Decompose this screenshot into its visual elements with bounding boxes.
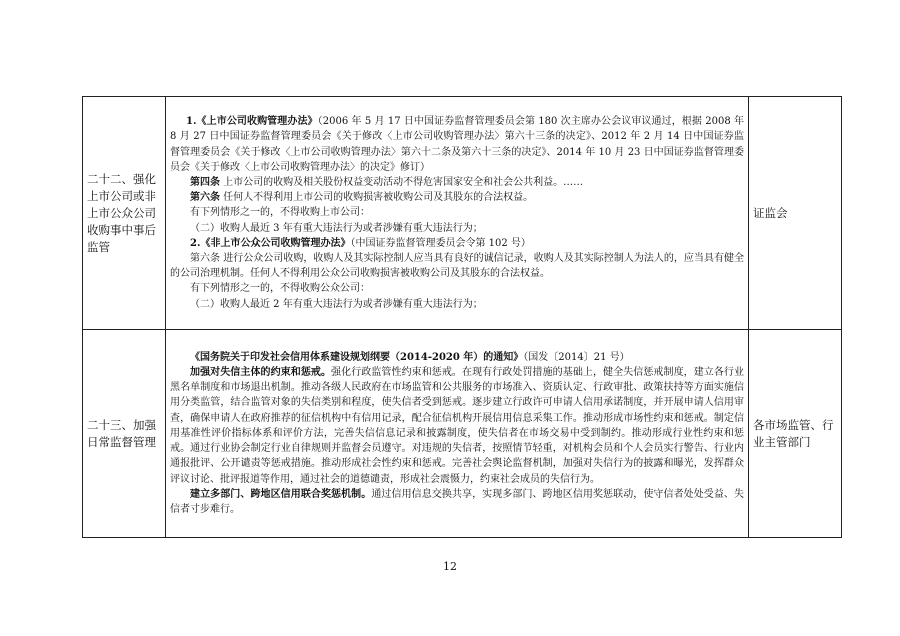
content-cell bbox=[166, 97, 749, 330]
regulation-table bbox=[82, 96, 842, 538]
paragraph bbox=[170, 236, 744, 251]
law-note: （中国证券监督管理委员会令第 102 号） bbox=[350, 237, 531, 249]
article-label: 第四条 bbox=[190, 176, 220, 188]
paragraph: 有下列情形之一的，不得收购公众公司： bbox=[190, 283, 370, 295]
paragraph bbox=[170, 190, 744, 205]
paragraph: 有下列情形之一的，不得收购上市公司： bbox=[190, 207, 370, 219]
agency-cell: 证监会 bbox=[749, 97, 842, 330]
paragraph: （二）收购人最近 2 年有重大违法行为或者涉嫌有重大违法行为； bbox=[190, 298, 483, 310]
section-heading: 加强对失信主体的约束和惩戒。 bbox=[190, 367, 332, 379]
article-text: 任何人不得利用上市公司的收购损害被收购公司及其股东的合法权益。 bbox=[220, 192, 534, 204]
table-row bbox=[83, 330, 842, 538]
law-title: 2.《非上市公众公司收购管理办法》 bbox=[190, 237, 351, 249]
article-text: 上市公司的收购及相关股份权益变动活动不得危害国家安全和社会公共利益。…… bbox=[220, 176, 584, 188]
agency-cell: 各市场监管、行业主管部门 bbox=[749, 330, 842, 538]
paragraph bbox=[170, 350, 744, 365]
paragraph bbox=[170, 175, 744, 190]
law-note: （2006 年 5 月 17 日中国证券监督管理委员会第 180 次主席办公会议审议通过，根据 2008 年 8 月 27 日中国证券监督管理委员会《关于修改〈上市公司收购管理办法〉第六十三条的决定》、2012 年 2 月 14 日中国证券监督管理委员会《关于修改〈上市公司收购管理办法〉第六十二条及第六十三条的决定》、2014 年 10 月 23 日中国证券监督管理委员会《关于修改〈上市公司收购管理办法〉的决定》修订） bbox=[170, 116, 744, 173]
article-label: 第六条 bbox=[190, 192, 220, 204]
section-heading: 建立多部门、跨地区信用联合奖惩机制。 bbox=[190, 488, 372, 500]
law-title: 1.《上市公司收购管理办法》 bbox=[186, 116, 318, 128]
category-cell: 二十三、加强日常监督管理 bbox=[83, 330, 166, 538]
paragraph bbox=[170, 114, 744, 175]
law-note: （国发〔2014〕21 号） bbox=[523, 351, 630, 363]
section-text: 强化行政监管性约束和惩戒。在现有行政处罚措施的基础上，健全失信惩戒制度，建立各行业黑名单制度和市场退出机制。推动各级人民政府在市场监管和公共服务的市场准入、资质认定、行政审批、政策扶持等方面实施信用分类监管，结合监管对象的失信类别和程度，使失信者受到惩戒。逐步建立行政许可申请人信用承诺制度，并开展申请人信用审查，确保申请人在政府推荐的征信机构中有信用记录，配合征信机构开展信用信息采集工作。推动形成市场性约束和惩戒。制定信用基准性评价指标体系和评价方法，完善失信信息记录和披露制度，使失信者在市场交易中受到制约。推动形成行业性约束和惩戒。通过行业协会制定行业自律规则并监督会员遵守。对违规的失信者，按照情节轻重，对机构会员和个人会员实行警告、行业内通报批评、公开谴责等惩戒措施。推动形成社会性约束和惩戒。完善社会舆论监督机制，加强对失信行为的披露和曝光，发挥群众评议讨论、批评报道等作用，通过社会的道德谴责，形成社会震慑力，约束社会成员的失信行为。 bbox=[170, 367, 745, 485]
paragraph bbox=[170, 365, 744, 487]
page-number: 12 bbox=[443, 560, 457, 573]
category-cell: 二十二、强化上市公司或非上市公众公司收购事中事后监管 bbox=[83, 97, 166, 330]
paragraph: （二）收购人最近 3 年有重大违法行为或者涉嫌有重大违法行为； bbox=[190, 222, 483, 234]
section-text: 通过信用信息交换共享，实现多部门、跨地区信用奖惩联动，使守信者处处受益、失信者寸步难行。 bbox=[170, 488, 745, 515]
paragraph: 第六条 进行公众公司收购，收购人及其实际控制人应当具有良好的诚信记录，收购人及其实际控制人为法人的，应当具有健全的公司治理机制。任何人不得利用公众公司收购损害被收购公司及其股东的合法权益。 bbox=[170, 253, 744, 280]
paragraph bbox=[170, 487, 744, 517]
table-row bbox=[83, 97, 842, 330]
law-title: 《国务院关于印发社会信用体系建设规划纲要（2014-2020 年）的通知》 bbox=[190, 351, 524, 363]
content-cell bbox=[166, 330, 749, 538]
